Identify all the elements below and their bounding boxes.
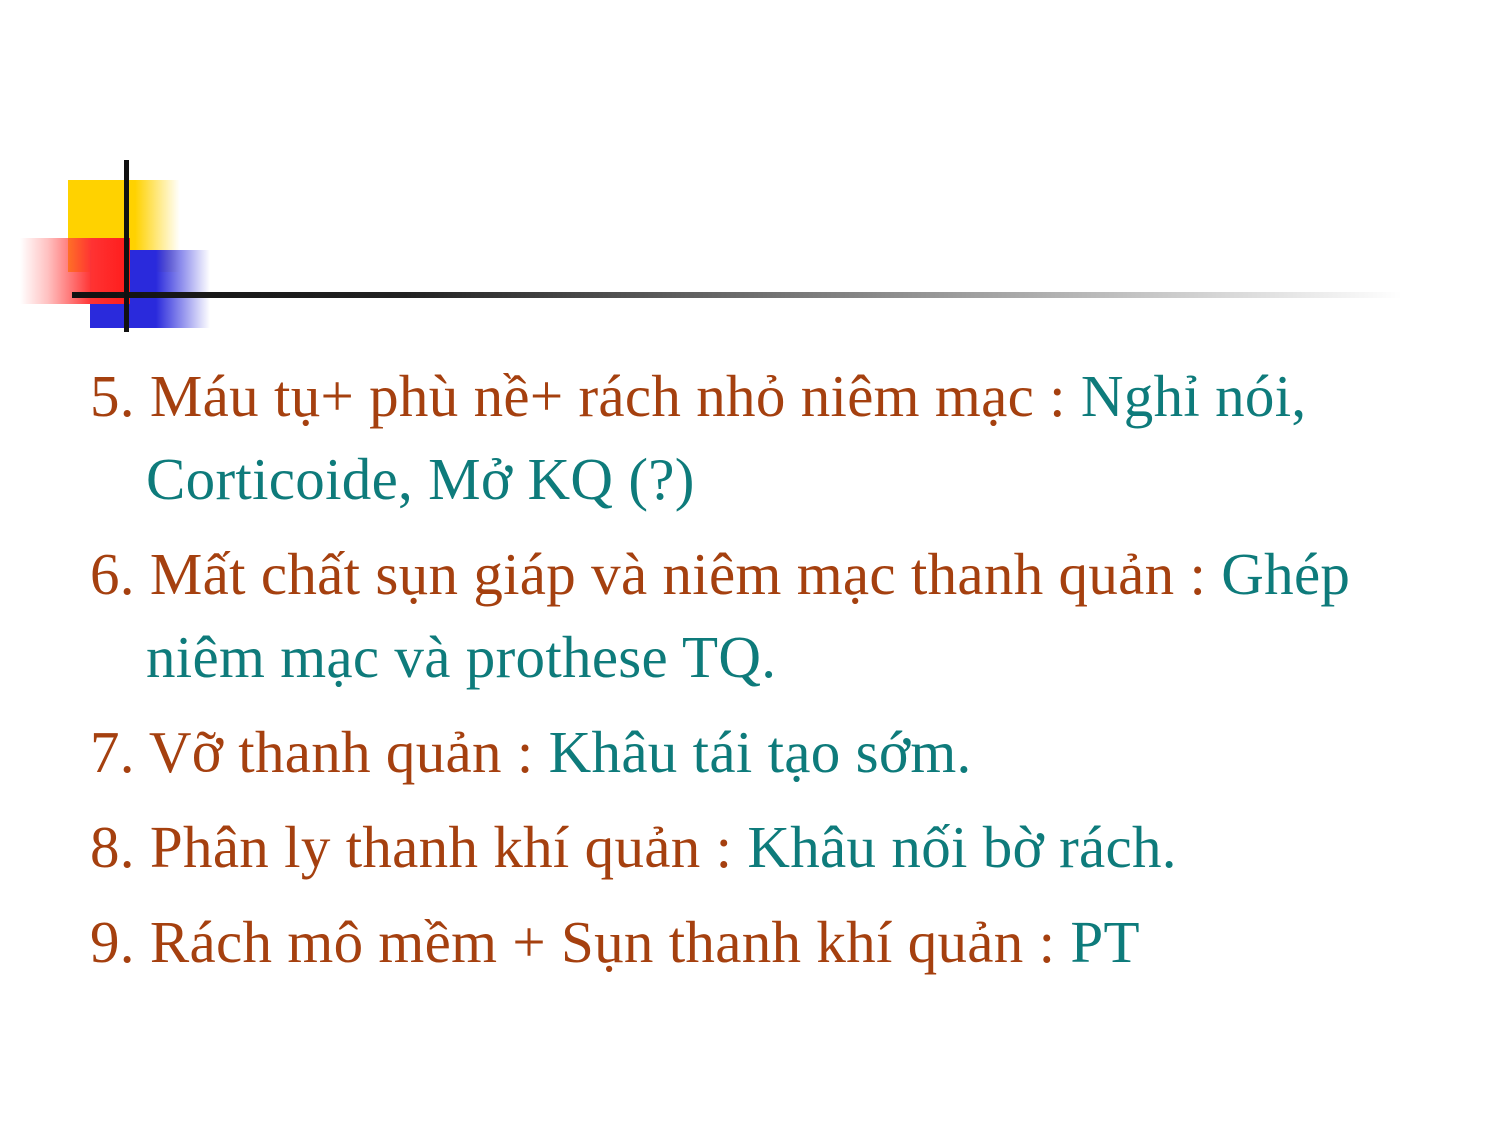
list-item-8 [90,806,1450,889]
list-item-9 [90,901,1450,984]
item-7-treatment: Khâu tái tạo sớm. [548,719,972,785]
title-divider-line [72,292,1402,298]
item-5-treatment: Nghỉ nói, Corticoide, Mở KQ (?) [146,363,1307,512]
list-item-5 [90,355,1450,521]
slide-body [90,355,1450,996]
decor-vertical-line [124,160,129,332]
item-5-condition: 5. Máu tụ+ phù nề+ rách nhỏ niêm mạc : [90,363,1081,429]
item-8-condition: 8. Phân ly thanh khí quản : [90,814,748,880]
item-8-treatment: Khâu nối bờ rách. [747,814,1177,880]
list-item-7 [90,711,1450,794]
item-7-condition: 7. Vỡ thanh quản : [90,719,549,785]
item-6-treatment: Ghép niêm mạc và prothese TQ. [146,541,1351,690]
item-9-treatment: PT [1070,909,1140,975]
list-item-6 [90,533,1450,699]
item-9-condition: 9. Rách mô mềm + Sụn thanh khí quản : [90,909,1071,975]
item-6-condition: 6. Mất chất sụn giáp và niêm mạc thanh quản : [90,541,1222,607]
